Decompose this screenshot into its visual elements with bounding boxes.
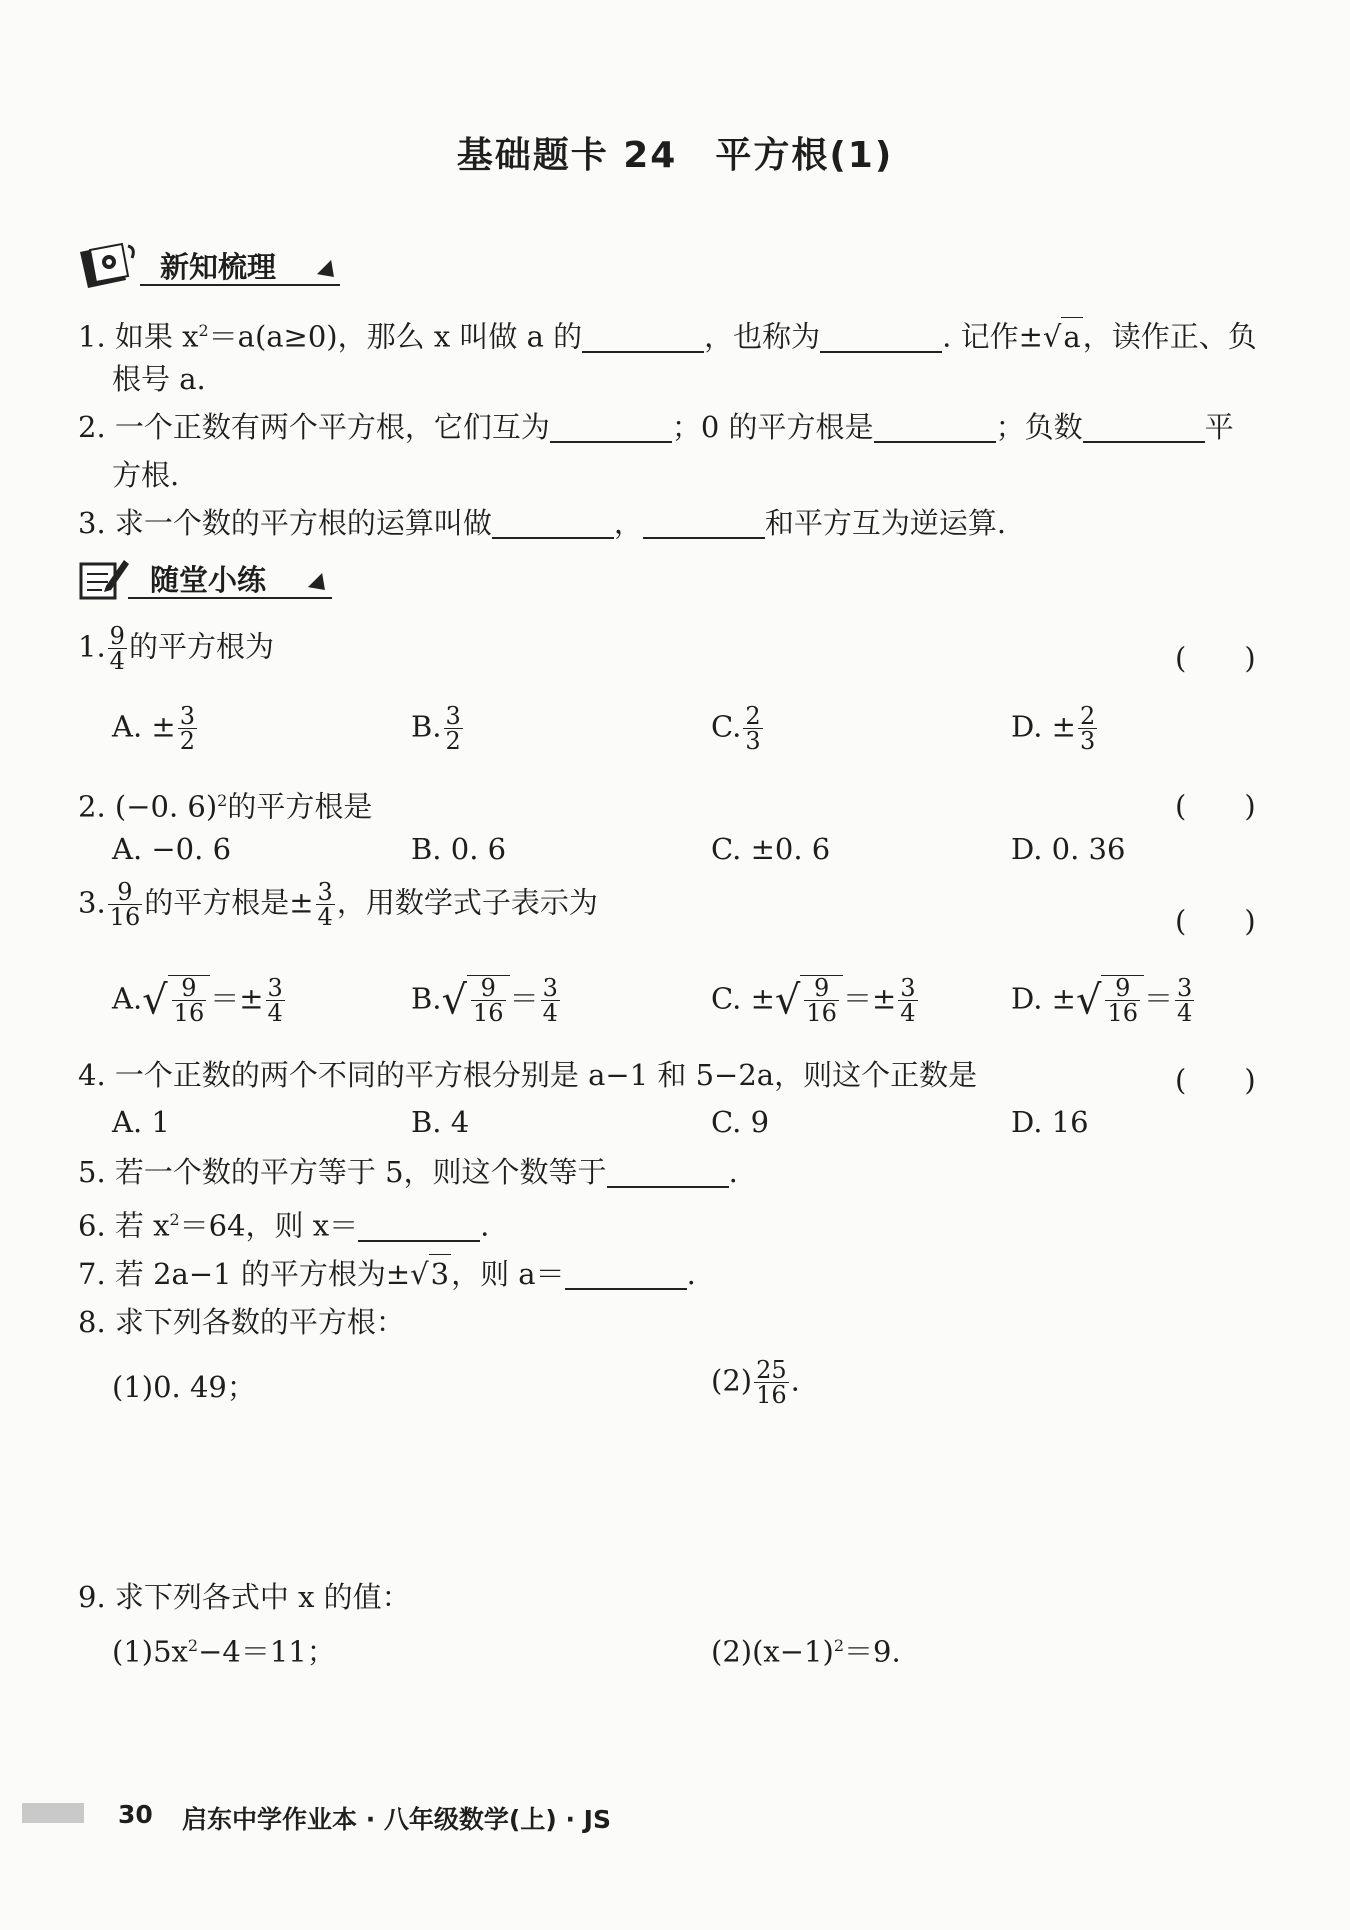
notebook-icon	[78, 240, 140, 290]
answer-blank[interactable]	[565, 1258, 687, 1290]
text: ，则 a＝	[451, 1257, 565, 1291]
knowledge-item-2	[78, 408, 1234, 446]
denominator: 16	[1107, 999, 1138, 1027]
radical	[168, 975, 211, 1025]
numerator: 25	[756, 1356, 787, 1384]
option-c[interactable]	[711, 704, 765, 753]
fraction	[743, 704, 762, 753]
numerator: 9	[1105, 976, 1140, 1001]
text: (2)	[711, 1363, 753, 1398]
text: 3. 求一个数的平方根的运算叫做	[78, 506, 492, 540]
denominator: 16	[109, 903, 141, 931]
triangle-marker-icon	[308, 573, 332, 597]
denominator: 16	[756, 1381, 787, 1409]
text: 7. 若 2a−1 的平方根为±	[78, 1257, 411, 1291]
answer-paren[interactable]: ( )	[1175, 641, 1256, 675]
radicand: a	[1061, 317, 1082, 356]
fraction	[1078, 704, 1097, 753]
text: .	[728, 1155, 738, 1189]
denominator: 4	[109, 647, 125, 675]
question-1	[78, 624, 274, 673]
option-d[interactable]: D. ±√ $\frac{9}{16}$ ＝ $\frac{3}{4}$	[1011, 974, 1193, 1027]
numerator: 3	[267, 974, 283, 1002]
answer-blank[interactable]	[607, 1156, 729, 1188]
text: 6. 若 x	[78, 1208, 170, 1243]
answer-blank[interactable]	[550, 411, 672, 443]
option-label: B.	[411, 709, 442, 744]
fraction	[108, 624, 127, 673]
text: 的平方根是	[227, 789, 373, 824]
text: ＝a(a≥0)，那么 x 叫做 a 的	[208, 319, 583, 354]
text: . 记作±	[942, 319, 1043, 354]
question-9: 9. 求下列各式中 x 的值：	[78, 1580, 411, 1614]
text: 和平方互为逆运算.	[764, 506, 1007, 540]
option-label: A.	[112, 981, 143, 1016]
numerator: 2	[745, 702, 761, 730]
denominator: 4	[900, 999, 916, 1027]
section-underline	[140, 284, 340, 286]
numerator: 9	[172, 976, 207, 1001]
fraction	[471, 976, 506, 1025]
question-3	[78, 880, 598, 929]
option-label: D. ±	[1011, 981, 1076, 1016]
denominator: 3	[1079, 727, 1096, 755]
denominator: 4	[267, 999, 283, 1027]
numerator: 9	[108, 880, 143, 905]
page-number: 30	[118, 1800, 153, 1829]
text: −4＝11；	[198, 1634, 336, 1669]
superscript: 2	[169, 1210, 180, 1229]
fraction	[444, 704, 463, 753]
text: 1. 如果 x	[78, 319, 199, 354]
fraction	[1175, 976, 1194, 1025]
text: ，读作正、负	[1082, 319, 1257, 354]
option-c[interactable]: C. ±0. 6	[711, 832, 831, 866]
text: 的平方根为	[128, 629, 274, 664]
option-b[interactable]: B. 0. 6	[411, 832, 507, 866]
fraction	[108, 880, 143, 929]
text: ，也称为	[704, 319, 821, 354]
option-a[interactable]: A.√ $\frac{9}{16}$ ＝± $\frac{3}{4}$	[112, 974, 283, 1027]
answer-paren[interactable]: ( )	[1175, 789, 1256, 823]
text: .	[790, 1363, 800, 1398]
answer-blank[interactable]	[820, 321, 942, 353]
fraction	[172, 976, 207, 1025]
option-label: C.	[711, 709, 742, 744]
answer-blank[interactable]	[582, 321, 704, 353]
knowledge-item-1-cont: 根号 a.	[112, 362, 206, 396]
numerator: 3	[1177, 974, 1193, 1002]
knowledge-item-3	[78, 504, 1006, 542]
text: (2)(x−1)	[711, 1634, 834, 1669]
text: ；负数	[995, 410, 1083, 444]
denominator: 4	[317, 903, 333, 931]
superscript: 2	[198, 321, 209, 340]
option-d[interactable]	[1011, 704, 1099, 753]
footer-decoration-bar	[22, 1803, 84, 1823]
answer-blank[interactable]	[358, 1210, 480, 1242]
option-c[interactable]: C. 9	[711, 1105, 770, 1139]
pencil-notepad-icon	[78, 556, 130, 602]
fraction	[316, 880, 335, 929]
page-title: 基础题卡 24 平方根(1)	[456, 135, 894, 176]
denominator: 16	[806, 999, 837, 1027]
numerator: 3	[317, 878, 333, 906]
numerator: 2	[1079, 702, 1096, 730]
radical	[800, 975, 843, 1025]
question-2	[78, 782, 372, 826]
question-number: 3.	[78, 885, 106, 920]
equals: ＝	[1144, 981, 1174, 1016]
denominator: 3	[745, 727, 761, 755]
text: ＝64，则 x＝	[179, 1208, 359, 1243]
superscript: 2	[833, 1636, 844, 1655]
denominator: 4	[1177, 999, 1193, 1027]
option-d[interactable]: D. 16	[1011, 1105, 1089, 1139]
text: 2. 一个正数有两个平方根，它们互为	[78, 410, 550, 444]
denominator: 16	[473, 999, 504, 1027]
text: 5. 若一个数的平方等于 5，则这个数等于	[78, 1155, 607, 1189]
option-a[interactable]: A. 1	[112, 1105, 170, 1139]
subquestion-8-2	[711, 1358, 800, 1407]
fraction	[804, 976, 839, 1025]
text: ；0 的平方根是	[671, 410, 874, 444]
text: ＝9.	[844, 1634, 901, 1669]
subquestion-9-2	[711, 1627, 901, 1671]
option-label: D. ±	[1011, 709, 1076, 744]
fraction	[178, 704, 197, 753]
book-title: 启东中学作业本 · 八年级数学(上) · JS	[182, 1805, 611, 1834]
knowledge-item-2-cont: 方根.	[112, 458, 180, 492]
numerator: 9	[804, 976, 839, 1001]
text: 2. (−0. 6)	[78, 789, 218, 824]
section-title-new-knowledge: 新知梳理	[160, 250, 277, 284]
option-a[interactable]	[112, 704, 199, 753]
text: ，用数学式子表示为	[336, 885, 598, 920]
question-5	[78, 1153, 738, 1191]
numerator: 9	[471, 976, 506, 1001]
radical	[467, 975, 510, 1025]
section-underline	[128, 597, 332, 599]
numerator: 3	[542, 974, 558, 1002]
denominator: 2	[445, 727, 461, 755]
option-d[interactable]: D. 0. 36	[1011, 832, 1126, 866]
knowledge-item-1: 1. 如果 $x^2=a(a\ge 0)$，那么 x 叫做 a 的 ，也称为 . 记作±√a，读作正、负	[78, 312, 1257, 356]
option-c[interactable]: C. ±√ $\frac{9}{16}$ ＝± $\frac{3}{4}$	[711, 974, 916, 1027]
text: 的平方根是±	[144, 885, 314, 920]
numerator: 3	[179, 702, 195, 730]
answer-paren[interactable]: ( )	[1175, 904, 1256, 938]
denominator: 16	[173, 999, 205, 1027]
answer-blank[interactable]	[643, 507, 765, 539]
option-label: B.	[411, 981, 442, 1016]
option-label: C. ±	[711, 981, 775, 1016]
subquestion-9-1	[112, 1627, 336, 1671]
equals: ＝	[509, 981, 539, 1016]
question-number: 1.	[78, 629, 106, 664]
option-a[interactable]: A. −0. 6	[112, 832, 232, 866]
text: ，	[613, 506, 643, 540]
text: (1)5x	[112, 1634, 188, 1669]
equals: ＝±	[842, 981, 897, 1016]
option-b[interactable]: B. 4	[411, 1105, 470, 1139]
superscript: 2	[217, 791, 228, 810]
superscript: 2	[187, 1636, 199, 1655]
subquestion-8-1: (1)0. 49；	[112, 1370, 256, 1404]
numerator: 3	[445, 702, 461, 730]
radical	[1101, 975, 1144, 1025]
answer-blank[interactable]	[874, 411, 996, 443]
question-7: 7. 若 2a−1 的平方根为±√3，则 a＝ .	[78, 1254, 696, 1293]
answer-paren[interactable]: ( )	[1175, 1063, 1256, 1097]
fraction	[1105, 976, 1140, 1025]
question-6	[78, 1201, 489, 1245]
text: .	[480, 1208, 490, 1243]
text: 平	[1204, 410, 1234, 444]
option-b[interactable]: B.√ $\frac{9}{16}$ ＝ $\frac{3}{4}$	[411, 974, 558, 1027]
option-label: A. ±	[112, 709, 176, 744]
fraction	[754, 1358, 789, 1407]
answer-blank[interactable]	[1083, 411, 1205, 443]
answer-blank[interactable]	[492, 507, 614, 539]
fraction	[541, 976, 560, 1025]
question-4: 4. 一个正数的两个不同的平方根分别是 a−1 和 5−2a，则这个正数是	[78, 1058, 978, 1092]
denominator: 2	[179, 727, 195, 755]
radicand: 3	[429, 1254, 451, 1293]
text: .	[686, 1257, 696, 1291]
section-title-class-practice: 随堂小练	[150, 563, 267, 597]
numerator: 3	[900, 974, 916, 1002]
option-b[interactable]	[411, 704, 465, 753]
numerator: 9	[109, 622, 125, 650]
fraction	[898, 976, 917, 1025]
denominator: 4	[542, 999, 558, 1027]
equals: ＝±	[210, 981, 264, 1016]
triangle-marker-icon	[317, 260, 341, 284]
question-8: 8. 求下列各数的平方根：	[78, 1305, 405, 1339]
fraction	[266, 976, 285, 1025]
